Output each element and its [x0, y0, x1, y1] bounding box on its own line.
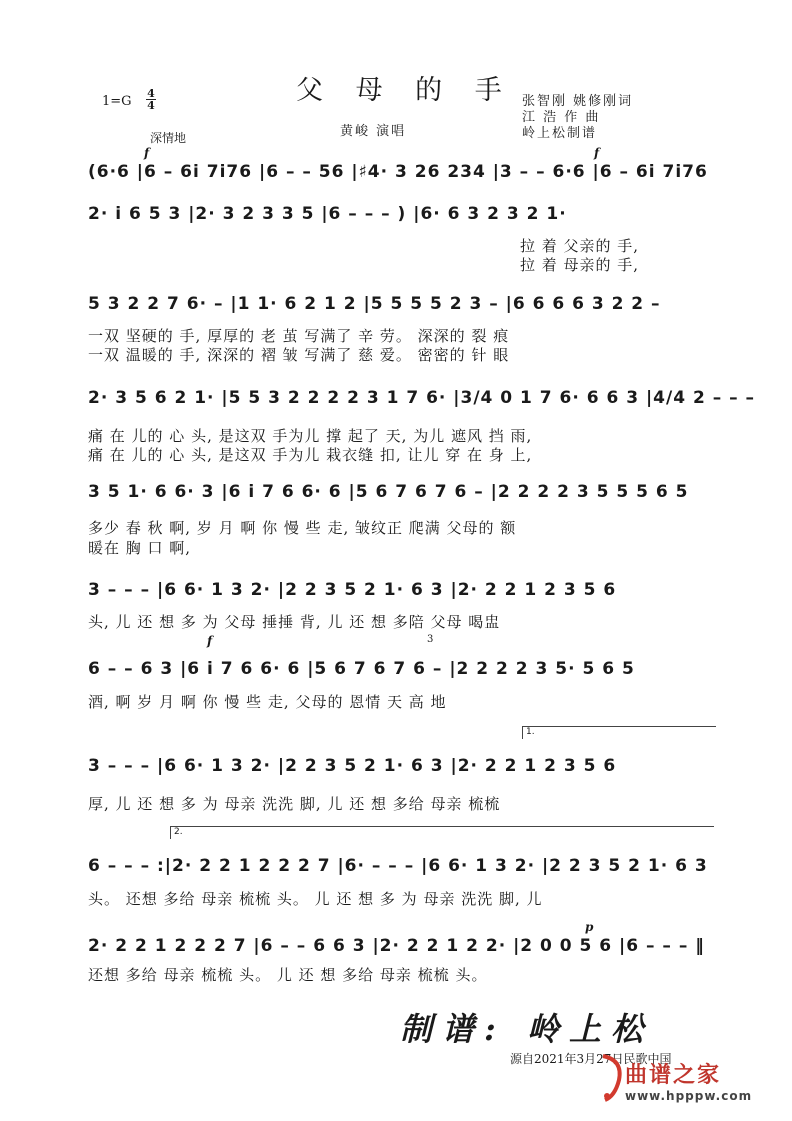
lyric-line: 多少 春 秋 啊, 岁 月 啊 你 慢 些 走, 皱纹正 爬满 父母的 额 — [88, 519, 517, 537]
notation-line-9: 6 – – – :|2· 2 2 1 2 2 2 7 |6· – – – |6 6· 1 3 2· |2 2 3 5 2 1· 6 3 — [88, 856, 708, 876]
dynamic-forte: f — [207, 634, 213, 648]
lyric-line: 痛 在 儿的 心 头, 是这双 手为儿 撑 起了 天, 为儿 遮风 挡 雨, — [88, 427, 533, 445]
score-line-4 — [0, 384, 792, 416]
notation-line-4: 2· 3 5 6 2 1· |5 5 3 2 2 2 2 3 1 7 6· |3/4 0 1 7 6· 6 6 3 |4/4 2 – – – — [88, 388, 756, 408]
notation-line-7: 6 – – 6 3 |6 i 7 6 6· 6 |5 6 7 6 7 6 – |2 2 2 2 3 5· 5 6 5 — [88, 659, 635, 679]
dynamic-piano: p — [585, 920, 594, 934]
score-line-9 — [0, 852, 792, 884]
dynamic-forte: f — [594, 146, 600, 160]
notation-line-6: 3 – – – |6 6· 1 3 2· |2 2 3 5 2 1· 6 3 |2· 2 2 1 2 3 5 6 — [88, 580, 617, 600]
volta-second-ending — [170, 826, 714, 839]
lyric-line: 拉 着 母亲的 手, — [520, 256, 640, 274]
triplet-mark: 3 — [427, 634, 434, 645]
lyric-line: 还想 多给 母亲 梳梳 头。 儿 还 想 多给 母亲 梳梳 头。 — [88, 966, 488, 984]
notation-line-5: 3 5 1· 6 6· 3 |6 i 7 6 6· 6 |5 6 7 6 7 6 – |2 2 2 2 3 5 5 5 6 5 — [88, 482, 689, 502]
time-signature-top: 4 — [147, 87, 155, 100]
score-line-7 — [0, 655, 792, 687]
lyric-line: 拉 着 父亲的 手, — [520, 237, 640, 255]
lyricist-credit: 张智刚 姚修刚词 — [522, 94, 634, 109]
score-line-10 — [0, 932, 792, 964]
lyric-line: 一双 温暖的 手, 深深的 褶 皱 写满了 慈 爱。 密密的 针 眼 — [88, 346, 510, 364]
lyric-line: 酒, 啊 岁 月 啊 你 慢 些 走, 父母的 恩情 天 高 地 — [88, 693, 447, 711]
site-logo[interactable] — [625, 1058, 752, 1103]
tempo-marking: 深情地 — [150, 131, 187, 145]
arranger-credit: 岭上松制谱 — [522, 126, 598, 141]
notation-line-2: 2· i 6 5 3 |2· 3 2 3 3 5 |6 – – – ) |6· 6 3 2 3 2 1· — [88, 204, 567, 224]
lyric-line: 暖在 胸 口 啊, — [88, 539, 192, 557]
logo-url: www.hpppw.com — [625, 1089, 753, 1103]
song-title: 父 母 的 手 — [296, 75, 514, 106]
score-line-3 — [0, 290, 792, 322]
time-signature — [146, 88, 156, 111]
lyric-line: 痛 在 儿的 心 头, 是这双 手为儿 栽衣缝 扣, 让儿 穿 在 身 上, — [88, 446, 533, 464]
notation-line-1: (6·6 |6 – 6i 7i76 |6 – – 56 |♯4· 3 26 234 |3 – – 6·6 |6 – 6i 7i76 — [88, 162, 708, 182]
time-signature-bottom: 4 — [147, 99, 155, 112]
singer-credit: 黄峻 演唱 — [340, 124, 407, 139]
source-note: 源自2021年3月27日民歌中国 — [510, 1052, 672, 1066]
score-line-2 — [0, 200, 792, 232]
lyric-line: 一双 坚硬的 手, 厚厚的 老 茧 写满了 辛 劳。 深深的 裂 痕 — [88, 327, 510, 345]
arranger-signature: 制谱: 岭上松 — [400, 1010, 653, 1048]
logo-text: 曲谱之家 — [625, 1063, 722, 1088]
volta-first-ending — [522, 726, 716, 739]
logo-mark-icon — [597, 1052, 627, 1102]
lyric-line: 厚, 儿 还 想 多 为 母亲 洗洗 脚, 儿 还 想 多给 母亲 梳梳 — [88, 795, 501, 813]
composer-credit: 江 浩 作 曲 — [522, 110, 601, 125]
lyric-line: 头。 还想 多给 母亲 梳梳 头。 儿 还 想 多 为 母亲 洗洗 脚, 儿 — [88, 890, 543, 908]
notation-line-10: 2· 2 2 1 2 2 2 7 |6 – – 6 6 3 |2· 2 2 1 2 2· |2 0 0 5 6 |6 – – – ‖ — [88, 936, 705, 956]
key-signature: 1=G — [102, 94, 132, 109]
dynamic-forte: f — [144, 146, 150, 160]
score-line-5 — [0, 478, 792, 510]
volta-first-label: 1. — [526, 727, 535, 737]
lyric-line: 头, 儿 还 想 多 为 父母 捶捶 背, 儿 还 想 多陪 父母 喝盅 — [88, 613, 501, 631]
score-line-1 — [0, 158, 792, 190]
score-line-8 — [0, 752, 792, 784]
score-line-6 — [0, 576, 792, 608]
volta-second-label: 2. — [174, 827, 183, 837]
notation-line-3: 5 3 2 2 7 6· – |1 1· 6 2 1 2 |5 5 5 5 2 3 – |6 6 6 6 3 2 2 – — [88, 294, 661, 314]
notation-line-8: 3 – – – |6 6· 1 3 2· |2 2 3 5 2 1· 6 3 |2· 2 2 1 2 3 5 6 — [88, 756, 617, 776]
